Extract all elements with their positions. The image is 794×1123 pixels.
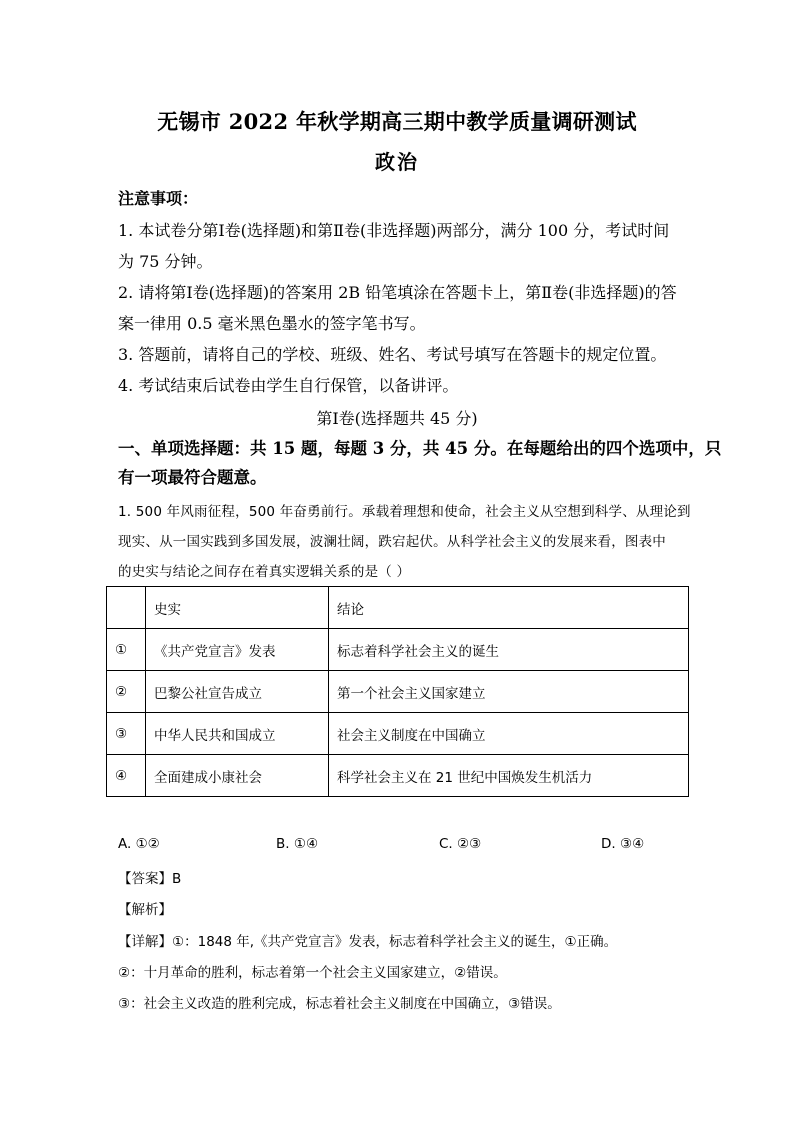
table-cell: 巴黎公社宣告成立 — [146, 671, 329, 713]
table-row — [107, 713, 689, 755]
facts-table — [106, 586, 689, 797]
notice-line: 案一律用 0.5 毫米黑色墨水的签字笔书写。 — [118, 314, 426, 333]
subject-title: 政治 — [375, 150, 419, 174]
option-a: A. ①② — [118, 836, 160, 852]
notice-line: 3. 答题前，请将自己的学校、班级、姓名、考试号填写在答题卡的规定位置。 — [118, 345, 667, 364]
table-cell: 第一个社会主义国家建立 — [329, 671, 689, 713]
table-row — [107, 671, 689, 713]
analysis-heading: 【解析】 — [118, 902, 172, 918]
table-cell: 《共产党宣言》发表 — [146, 629, 329, 671]
table-row — [107, 755, 689, 797]
table-header-cell: 结论 — [329, 587, 689, 629]
question-stem-line: 的史实与结论之间存在着真实逻辑关系的是（ ） — [118, 564, 411, 580]
option-b: B. ①④ — [276, 836, 319, 852]
table-cell: ④ — [107, 755, 146, 797]
option-d: D. ③④ — [601, 836, 645, 852]
exam-title: 无锡市 2022 年秋学期高三期中教学质量调研测试 — [157, 109, 637, 134]
question-stem-line: 现实、从一国实践到多国发展，波澜壮阔，跌宕起伏。从科学社会主义的发展来看，图表中 — [118, 534, 666, 550]
option-c: C. ②③ — [439, 836, 482, 852]
table-cell: ③ — [107, 713, 146, 755]
table-header-row — [107, 587, 689, 629]
table-cell: 社会主义制度在中国确立 — [329, 713, 689, 755]
table-cell: 标志着科学社会主义的诞生 — [329, 629, 689, 671]
answer-line: 【答案】B — [118, 871, 182, 887]
analysis-line: 【详解】①：1848 年,《共产党宣言》发表，标志着科学社会主义的诞生，①正确。 — [118, 934, 618, 950]
analysis-line: ②：十月革命的胜利，标志着第一个社会主义国家建立，②错误。 — [118, 965, 507, 981]
question-stem-line: 1. 500 年风雨征程，500 年奋勇前行。承载着理想和使命，社会主义从空想到科学、从理论到 — [118, 504, 691, 520]
table-header-cell — [107, 587, 146, 629]
notice-line: 1. 本试卷分第Ⅰ卷(选择题)和第Ⅱ卷(非选择题)两部分，满分 100 分，考试时间 — [118, 221, 670, 240]
table-row — [107, 629, 689, 671]
part-instruction: 一、单项选择题：共 15 题，每题 3 分，共 45 分。在每题给出的四个选项中，只 — [118, 439, 722, 458]
table-cell: 全面建成小康社会 — [146, 755, 329, 797]
notice-heading: 注意事项： — [118, 189, 199, 208]
part-instruction: 有一项最符合题意。 — [118, 468, 267, 487]
table-cell: 科学社会主义在 21 世纪中国焕发生机活力 — [329, 755, 689, 797]
table-cell: ② — [107, 671, 146, 713]
notice-line: 4. 考试结束后试卷由学生自行保管，以备讲评。 — [118, 376, 459, 395]
section-title: 第Ⅰ卷(选择题共 45 分) — [316, 409, 478, 428]
notice-line: 2. 请将第Ⅰ卷(选择题)的答案用 2B 铅笔填涂在答题卡上，第Ⅱ卷(非选择题)的答 — [118, 283, 677, 302]
table-cell: ① — [107, 629, 146, 671]
notice-line: 为 75 分钟。 — [118, 252, 213, 271]
table-cell: 中华人民共和国成立 — [146, 713, 329, 755]
analysis-line: ③：社会主义改造的胜利完成，标志着社会主义制度在中国确立，③错误。 — [118, 996, 561, 1012]
table-header-cell: 史实 — [146, 587, 329, 629]
